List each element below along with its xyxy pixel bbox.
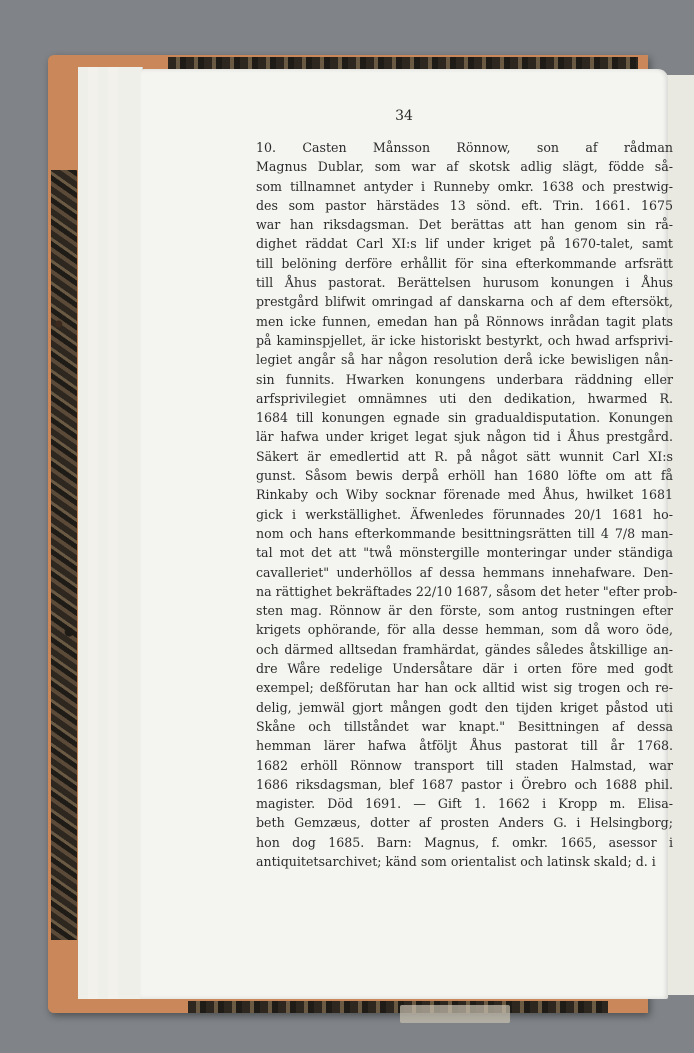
text-line: beth Gemzæus, dotter af prosten Anders G. i Helsingborg; xyxy=(256,815,673,831)
text-line: antiquitetsarchivet; känd som orientalist och latinsk skald; d. i xyxy=(256,853,656,869)
text-line: sten mag. Rönnow är den förste, som antog rustningen efter xyxy=(256,603,673,619)
text-line: arfsprivilegiet omnämnes uti den dedikation, hwarmed R. xyxy=(256,390,673,406)
text-line: krigets ophörande, för alla desse hemman, som då woro öde, xyxy=(256,622,673,638)
text-line: dre Wåre redelige Undersåtare där i orten före med godt xyxy=(256,661,673,677)
text-line: till Åhus pastorat. Berättelsen hurusom konungen i Åhus xyxy=(256,275,673,291)
text-line: Säkert är emedlertid att R. på något sätt wunnit Carl XI:s xyxy=(256,448,673,464)
text-line: na rättighet bekräftades 22/10 1687, såsom det heter "efter prob- xyxy=(256,583,678,599)
text-line: dighet räddat Carl XI:s lif under kriget på 1670-talet, samt xyxy=(256,236,673,252)
text-line: war han riksdagsman. Det berättas att han genom sin rå- xyxy=(256,217,673,233)
text-line: cavalleriet" underhöllos af dessa hemmans innehafware. Den- xyxy=(256,564,673,580)
text-line: Rinkaby och Wiby socknar förenade med Åhus, hwilket 1681 xyxy=(256,487,673,503)
text-line: som tillnamnet antyder i Runneby omkr. 1638 och prestwig- xyxy=(256,178,673,194)
text-line: prestgård blifwit omringad af danskarna och af dem eftersökt, xyxy=(256,294,673,310)
text-line: lär hafwa under kriget legat sjuk någon tid i Åhus prestgård. xyxy=(256,429,673,445)
marbled-cover-edge xyxy=(51,170,77,940)
text-line: magister. Död 1691. — Gift 1. 1662 i Kropp m. Elisa- xyxy=(256,796,673,812)
library-stamp xyxy=(400,1005,510,1023)
text-line: till belöning derföre erhållit för sina efterkommande arfsrätt xyxy=(256,255,673,271)
text-line: men icke funnen, emedan han på Rönnows inrådan tagit plats xyxy=(256,313,673,329)
text-line: sin funnits. Hwarken konungens underbara räddning eller xyxy=(256,371,673,387)
marbled-cover-bottom xyxy=(188,1001,608,1013)
text-line: hon dog 1685. Barn: Magnus, f. omkr. 1665, asessor i xyxy=(256,834,673,850)
text-line: hemman lärer hafwa åtföljt Åhus pastorat till år 1768. xyxy=(256,738,673,754)
text-line: Skåne och tillståndet war knapt." Besittningen af dessa xyxy=(256,718,673,734)
page-number: 34 xyxy=(395,108,413,124)
text-line: gunst. Såsom bewis derpå erhöll han 1680 löfte om att få xyxy=(256,468,673,484)
page-body-text xyxy=(256,138,678,871)
text-line: 1682 erhöll Rönnow transport till staden Halmstad, war xyxy=(256,757,673,773)
text-line: delig, jemwäl gjort mången godt den tijden kriget påstod uti xyxy=(256,699,673,715)
text-line: på kaminspjellet, är icke historiskt bestyrkt, och hwad arfsprivi- xyxy=(256,332,673,348)
text-line: tal mot det att "twå mönstergille monteringar under ständiga xyxy=(256,545,673,561)
text-line: gick i werkställighet. Äfwenledes förunnades 20/1 1681 ho- xyxy=(256,506,673,522)
text-line: Magnus Dublar, som war af skotsk adlig slägt, födde så- xyxy=(256,159,673,175)
text-line: 1684 till konungen egnade sin gradualdisputation. Konungen xyxy=(256,410,673,426)
text-line: och därmed alltsedan framhärdat, gändes således åtskillige an- xyxy=(256,641,673,657)
marbled-cover-top xyxy=(168,57,638,69)
text-line: exempel; deßförutan har han ock alltid wist sig trogen och re- xyxy=(256,680,673,696)
text-line: 10. Casten Månsson Rönnow, son af rådman xyxy=(256,140,673,155)
text-line: des som pastor härstädes 13 sönd. eft. Trin. 1661. 1675 xyxy=(256,197,673,213)
text-line: legiet angår så har någon resolution derå icke bewisligen nån- xyxy=(256,352,673,368)
text-line: 1686 riksdagsman, blef 1687 pastor i Örebro och 1688 phil. xyxy=(256,776,673,792)
text-line: nom och hans efterkommande besittningsrätten till 4 7/8 man- xyxy=(256,525,673,541)
